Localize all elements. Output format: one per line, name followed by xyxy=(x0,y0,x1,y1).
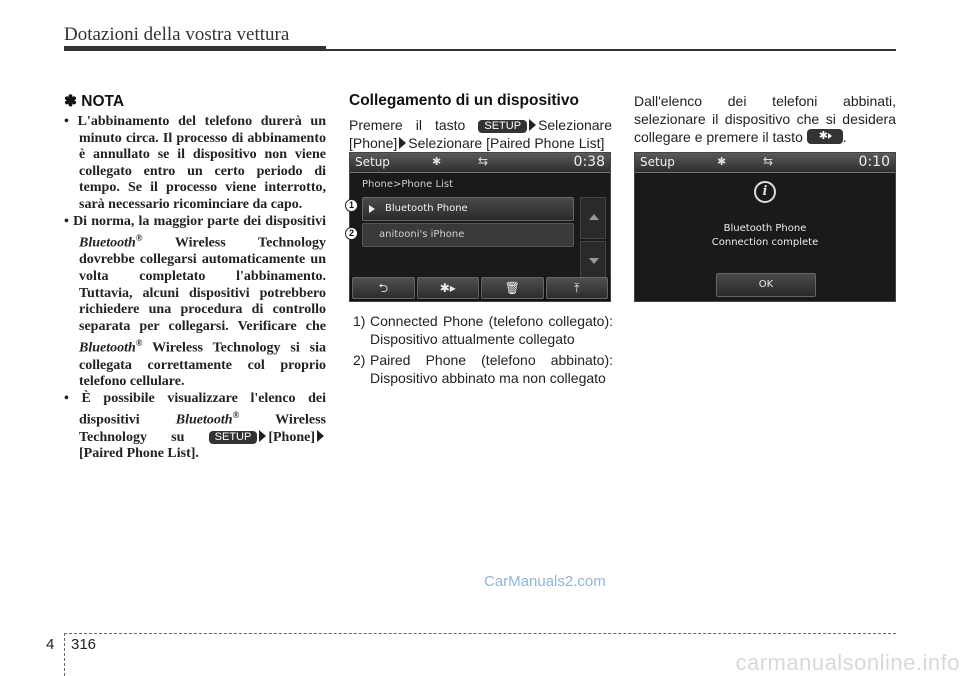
arrow-right-icon xyxy=(529,119,536,131)
usb-icon: ⇆ xyxy=(478,154,489,168)
list-text: Paired Phone (telefono abbinato): Dispositivo abbinato ma non collegato xyxy=(370,352,613,386)
phone-list-screen xyxy=(349,152,611,302)
bluetooth-connect-key-badge xyxy=(807,129,843,144)
page-number: 316 xyxy=(71,636,97,653)
intro-text: Premere il tasto xyxy=(349,117,479,133)
connection-complete-screen xyxy=(634,152,896,302)
instruction-text: Dall'elenco dei telefoni abbinati, selezionare il dispositivo che si desidera collegare e premere il tasto xyxy=(634,93,896,145)
bluetooth-connect-button[interactable]: ✱▸ xyxy=(417,277,480,299)
screen-breadcrumb: Phone>Phone List xyxy=(362,179,453,190)
usb-icon: ⇆ xyxy=(763,154,774,168)
message-line-1: Bluetooth Phone xyxy=(723,223,807,234)
callout-1: 1 xyxy=(345,199,358,212)
bullet-text: L'abbinamento del telefono durerà un minuto circa. Il processo di abbinamento è annullato se il dispositivo non viene collegato entro un certo periodo di tempo. Se il processo viene interrotto, sarà necessario ricominciare da capo. xyxy=(77,114,326,212)
screen-clock: 0:38 xyxy=(573,154,605,170)
bullet-text: Wireless Technology si sia collegata correttamente col proprio telefono cellulare. xyxy=(79,341,326,390)
screen-header xyxy=(350,153,610,173)
registered-mark: ® xyxy=(135,233,143,244)
footer-rule xyxy=(64,633,896,634)
bluetooth-icon: ✱ xyxy=(432,155,442,168)
note-bullet-2 xyxy=(64,214,326,391)
arrow-right-icon xyxy=(399,137,406,149)
setup-key-badge: SETUP xyxy=(478,120,527,133)
note-bullet-1 xyxy=(64,114,326,214)
paired-phone-row[interactable] xyxy=(362,223,574,247)
registered-mark: ® xyxy=(135,338,143,349)
arrow-right-icon xyxy=(259,430,266,442)
section-intro xyxy=(349,116,612,152)
chevron-down-icon xyxy=(589,258,599,264)
scroll-up-button[interactable] xyxy=(580,197,606,239)
bluetooth-word: Bluetooth xyxy=(79,235,136,251)
list-item xyxy=(353,312,613,348)
connect-column xyxy=(349,92,612,152)
play-arrow-icon xyxy=(369,205,375,213)
screen-clock: 0:10 xyxy=(858,154,890,170)
bullet-marker: • xyxy=(64,390,69,406)
list-number: 2) xyxy=(353,352,366,368)
priority-button[interactable]: ⤒ xyxy=(546,277,609,299)
connected-phone-label: Bluetooth Phone xyxy=(385,203,468,214)
phone-type-list xyxy=(353,312,613,390)
note-column xyxy=(64,92,326,463)
screen-button-bar xyxy=(350,277,610,301)
chevron-up-icon xyxy=(589,214,599,220)
header-title: Dotazioni della vostra vettura xyxy=(64,24,290,45)
bullet-marker: • xyxy=(64,114,69,129)
paired-phone-label: anitooni's iPhone xyxy=(379,229,465,240)
screen-title: Setup xyxy=(640,155,675,169)
bullet-text: È possibile visualizzare l'elenco dei dispositivi xyxy=(79,390,327,429)
connected-phone-row[interactable] xyxy=(362,197,574,221)
list-item xyxy=(353,351,613,387)
bluetooth-icon: ✱ xyxy=(717,155,727,168)
message-line-2: Connection complete xyxy=(711,237,819,248)
bluetooth-icon: ✱ xyxy=(818,130,828,142)
footer-divider xyxy=(64,633,65,676)
list-text: Connected Phone (telefono collegato): Dispositivo attualmente collegato xyxy=(370,313,613,347)
instruction-text: . xyxy=(842,129,847,145)
arrow-right-icon xyxy=(317,430,324,442)
bullet-text: Di norma, la maggior parte dei dispositivi xyxy=(73,213,326,229)
select-column xyxy=(634,92,896,146)
site-watermark: carmanualsonline.info xyxy=(735,650,960,675)
section-title: Collegamento di un dispositivo xyxy=(349,92,579,109)
bullet-text: [Phone] xyxy=(268,429,315,445)
bluetooth-word: Bluetooth xyxy=(175,413,233,429)
note-title: ✽ NOTA xyxy=(64,93,125,110)
bullet-text: [Paired Phone List]. xyxy=(79,446,199,462)
info-icon: i xyxy=(754,181,776,203)
chapter-number: 4 xyxy=(46,636,55,653)
back-button[interactable]: ⮌ xyxy=(352,277,415,299)
bullet-text: Wireless Technology su xyxy=(79,413,326,445)
delete-button[interactable]: 🗑 xyxy=(481,277,544,299)
ok-button[interactable]: OK xyxy=(716,273,816,297)
callout-2: 2 xyxy=(345,227,358,240)
note-bullet-3 xyxy=(64,391,326,463)
watermark: CarManuals2.com xyxy=(484,573,606,590)
list-number: 1) xyxy=(353,313,366,329)
header-rule-thin xyxy=(326,49,896,51)
registered-mark: ® xyxy=(232,410,240,421)
intro-text: Selezionare [Phone] xyxy=(349,117,612,151)
header-rule-thick xyxy=(64,46,326,51)
intro-text: Selezionare [Paired Phone List] xyxy=(408,135,605,151)
bullet-text: Wireless Technology dovrebbe collegarsi automaticamente un volta completato l'abbinamento. Tuttavia, alcuni dispositivi potrebbero richiedere una procedura di controllo separata per collegarsi. Verificare che xyxy=(79,235,326,334)
screen-header xyxy=(635,153,895,173)
screen-title: Setup xyxy=(355,155,390,169)
bullet-marker: • xyxy=(64,213,69,229)
setup-key-badge: SETUP xyxy=(209,431,258,444)
select-instruction xyxy=(634,92,896,146)
bluetooth-word: Bluetooth xyxy=(79,341,136,357)
arrow-right-icon xyxy=(828,133,832,139)
